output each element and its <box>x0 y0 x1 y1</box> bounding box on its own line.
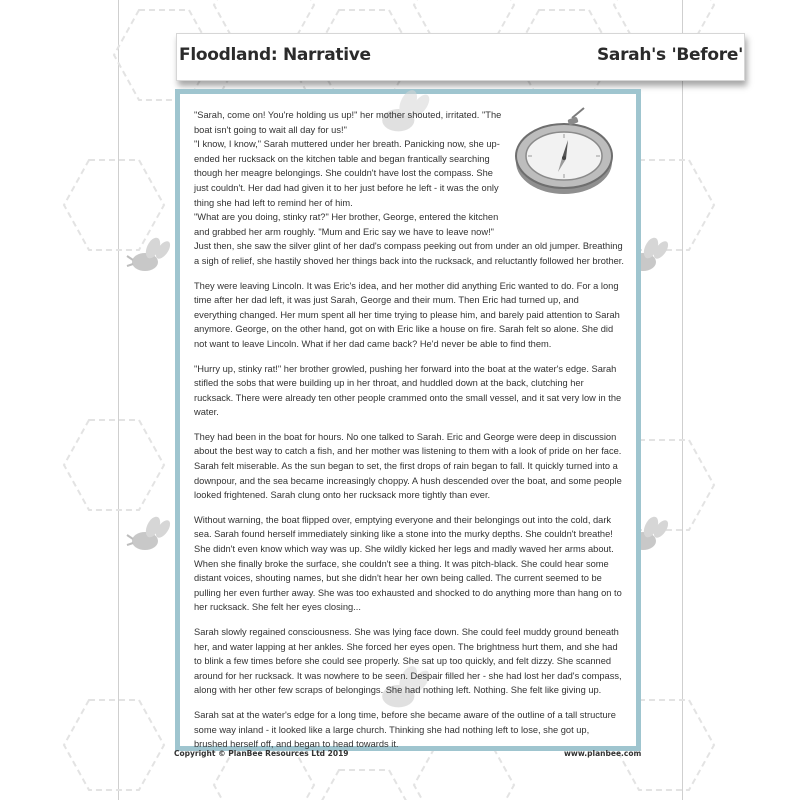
story-line: Just then, she saw the silver glint of her dad's compass peeking out from under an old jumper. Breathing a sigh of relief, she hastily shoved her things back into the rucksack, and reluctantly followed her brother. <box>194 241 624 266</box>
story-paragraph: Sarah sat at the water's edge for a long time, before she became aware of the outline of a tall structure some way inland - it looked like a large church. Thinking she had nothing left to lose, she got up, brushed herself off, and began to head towards it. <box>194 709 616 750</box>
story-paragraph: "Hurry up, stinky rat!" her brother growled, pushing her forward into the boat at the water's edge. Sarah stifled the sobs that were building up in her throat, and huddled down at the back, clutching her rucksack. There were already ten other people crammed onto the small vessel, and it sat very low in the water. <box>194 363 622 418</box>
story-paragraph: They had been in the boat for hours. No one talked to Sarah. Eric and George were deep in discussion about the best way to catch a fish, and her mother was listening to them with a look of pride on her face. Sarah felt miserable. As the sun began to set, the first drops of rain began to fall. It quickly turned into a downpour, and the sea became increasingly choppy. A hush descended over the boat, and some people looked frightened. Sarah clung onto her rucksack more tightly than ever. <box>194 431 622 501</box>
website-footer: www.planbee.com <box>564 749 642 758</box>
story-paragraph: They were leaving Lincoln. It was Eric's idea, and her mother did anything Eric wanted to do. For a long time after her dad left, it was just Sarah, George and their mum. Then Eric had turned up, and everything changed. Her mum spent all her time trying to please him, and barely paid attention to Sarah anymore. George, on the other hand, got on with Eric like a house on fire. Sarah felt so alone. She did not want to leave Lincoln. What if her dad came back? He'd never be able to find them. <box>194 280 620 349</box>
page-subtitle: Sarah's 'Before' <box>596 45 743 65</box>
story-line: "I know, I know," Sarah muttered under her breath. Panicking now, she up-ended her rucksack on the kitchen table and began frantically searching though her meagre belongings. She couldn't have lost the compass. She just couldn't. Her dad had given it to her just before he left - it was the only thing she had left to remind her of him. <box>194 139 500 208</box>
story-line: "Sarah, come on! You're holding us up!" her mother shouted, irritated. "The boat isn't going to wait all day for us!" <box>194 110 502 135</box>
story-paragraph: Sarah slowly regained consciousness. She was lying face down. She could feel muddy ground beneath her, and water lapping at her ankles. She forced her eyes open. The brightness hurt them, and she had to blink a few times before she could see properly. She sat up too quickly, and felt dizzy. She scanned around for her rucksack. It was nowhere to be seen. Despair filled her - she had lost her dad's compass, along with her other few scraps of belongings. She had nothing left. Nothing. She felt like giving up. <box>194 627 622 696</box>
story-paragraph: Without warning, the boat flipped over, emptying everyone and their belongings out into the cold, dark sea. Sarah found herself immediately sinking like a stone into the murky depths. She couldn't breathe! She didn't even know which way was up. She wildly kicked her legs and madly waved her arms about. When she finally broke the surface, she couldn't see a thing. It was pitch-black. She could hear some distant voices, shouting names, but she didn't hear her own being called. The current seemed to be pulling her even further away. She was too exhausted and shocked to do anything more than hang on to her rucksack. She felt her eyes closing... <box>194 514 622 613</box>
story-intro <box>194 108 509 210</box>
bee-icon <box>123 515 173 557</box>
bee-icon <box>123 236 173 278</box>
worksheet-page <box>118 0 743 800</box>
story-frame <box>175 89 641 751</box>
page-title: Floodland: Narrative <box>179 45 371 65</box>
story-text <box>194 108 624 762</box>
story-line: "What are you doing, stinky rat?" Her brother, George, entered the kitchen and grabbed her arm roughly. "Mum and Eric say we have to leave now!" <box>194 212 499 237</box>
copyright-footer: Copyright © PlanBee Resources Ltd 2019 <box>174 749 349 758</box>
